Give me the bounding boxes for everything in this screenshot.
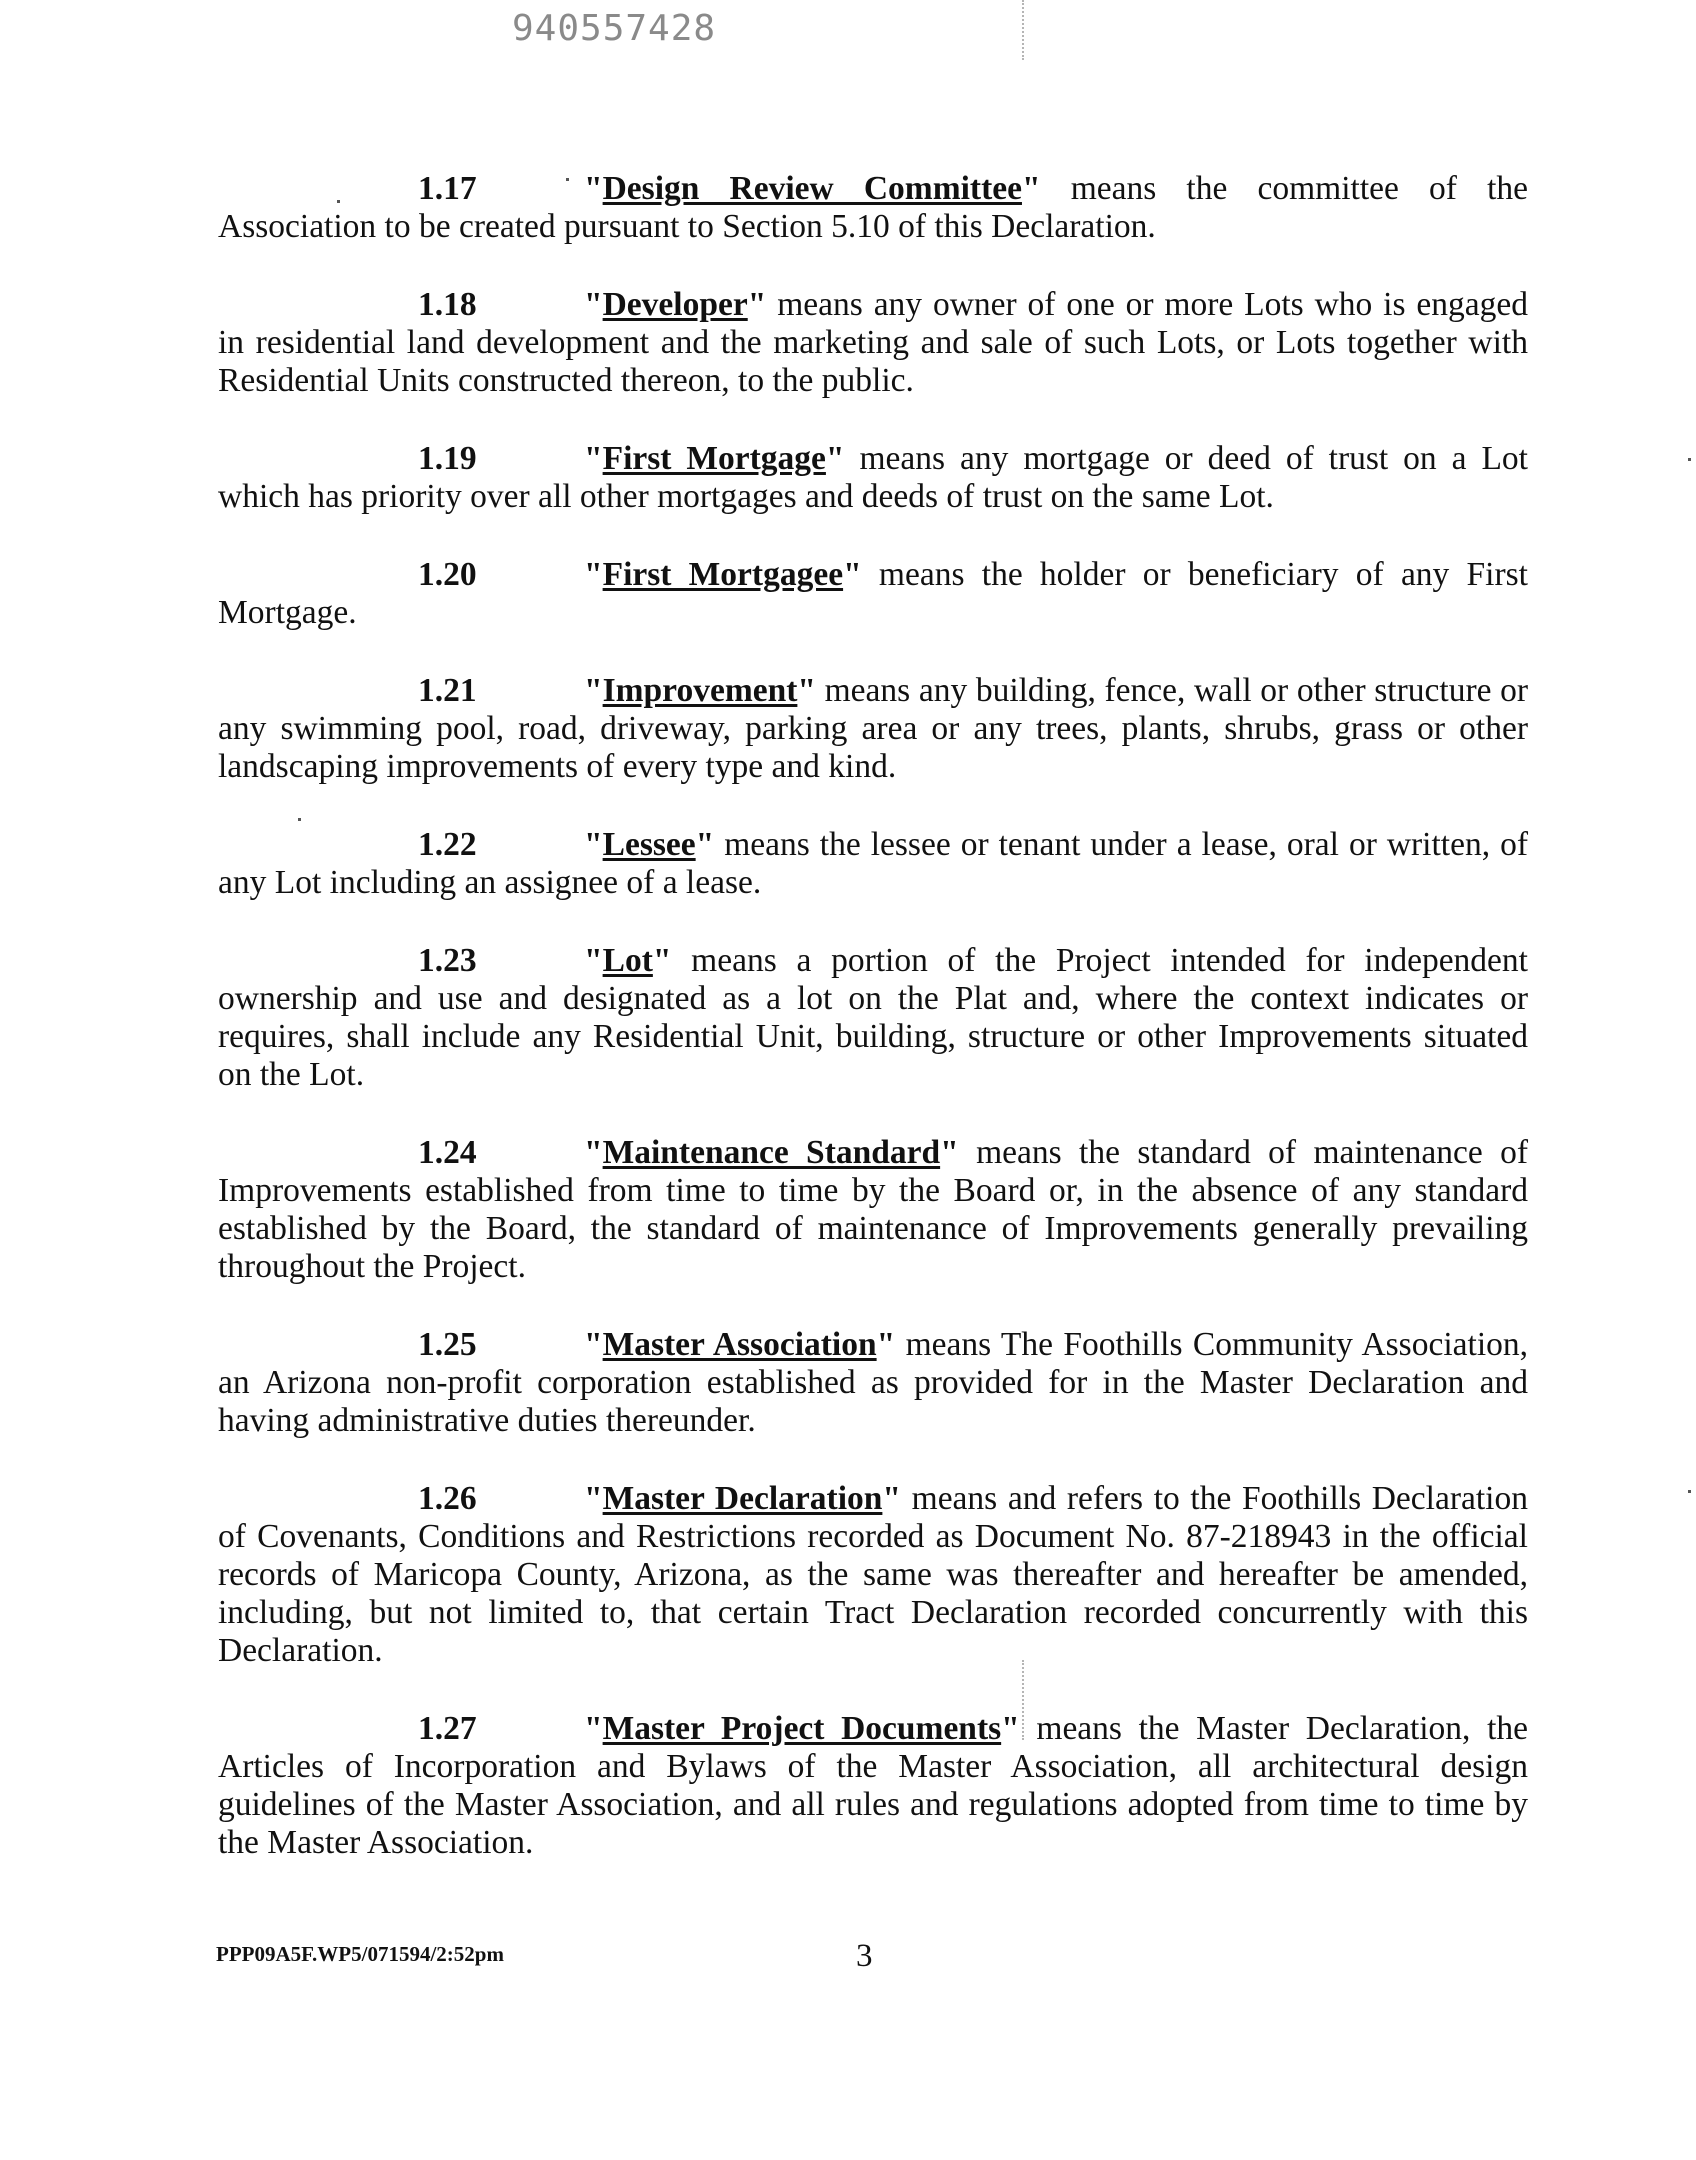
section-number: 1.17 <box>418 170 477 207</box>
defined-term: Design Review Committee <box>602 170 1022 207</box>
definition-text: means any mortgage or deed of trust on a Lot which has priority over all other mortgages and deeds of trust on the same Lot. <box>218 440 1528 515</box>
section-number: 1.27 <box>418 1710 477 1747</box>
page-number: 3 <box>856 1938 873 1974</box>
section-number: 1.20 <box>418 556 477 593</box>
defined-term: Improvement <box>602 672 798 709</box>
defined-term: Master Project Documents <box>602 1710 1002 1747</box>
defined-term: First Mortgage <box>602 440 826 477</box>
section-number: 1.24 <box>418 1134 477 1171</box>
definition-text: means any building, fence, wall or other structure or any swimming pool, road, driveway, parking area or any trees, plants, shrubs, grass or other landscaping improvements of every type and kind. <box>218 672 1528 785</box>
section-number: 1.23 <box>418 942 477 979</box>
definition-text: means the standard of maintenance of Improvements established from time to time by the Board or, in the absence of any standard established by the Board, the standard of maintenance of Improvements generally prevailing throughout the Project. <box>218 1134 1528 1285</box>
definition-paragraph: 1.20 "First Mortgagee" means the holder or beneficiary of any First Mortgage. <box>218 556 1528 631</box>
defined-term: Master Association <box>602 1326 877 1363</box>
defined-term: Lessee <box>602 826 696 863</box>
section-number: 1.19 <box>418 440 477 477</box>
defined-term: Developer <box>602 286 748 323</box>
definition-paragraph: 1.24 "Maintenance Standard" means the standard of maintenance of Improvements established from time to time by the Board or, in the absence of any standard established by the Board, the standard of maintenance of Improvements generally prevailing throughout the Project. <box>218 1134 1528 1285</box>
definition-paragraph: 1.23 "Lot" means a portion of the Project intended for independent ownership and use and designated as a lot on the Plat and, where the context indicates or requires, shall include any Residential Unit, building, structure or other Improvements situated on the Lot. <box>218 942 1528 1093</box>
footer-file-id: PPP09A5F.WP5/071594/2:52pm <box>216 1942 504 1966</box>
scan-artifact-line <box>1022 0 1024 60</box>
definition-paragraph: 1.26 "Master Declaration" means and refers to the Foothills Declaration of Covenants, Conditions and Restrictions recorded as Document No. 87-218943 in the official records of Maricopa County, Arizona, as the same was thereafter and hereafter be amended, including, but not limited to, that certain Tract Declaration recorded concurrently with this Declaration. <box>218 1480 1528 1669</box>
definition-paragraph: 1.17 "Design Review Committee" means the committee of the Association to be created pursuant to Section 5.10 of this Declaration. <box>218 170 1529 245</box>
definition-paragraph: 1.18 "Developer" means any owner of one or more Lots who is engaged in residential land development and the marketing and sale of such Lots, or Lots together with Residential Units constructed thereon, to the public. <box>218 286 1528 399</box>
defined-term: Maintenance Standard <box>602 1134 941 1171</box>
definition-text: means the lessee or tenant under a lease, oral or written, of any Lot including an assignee of a lease. <box>218 826 1528 901</box>
definition-paragraph: 1.22 "Lessee" means the lessee or tenant under a lease, oral or written, of any Lot including an assignee of a lease. <box>218 826 1528 901</box>
defined-term: Lot <box>602 942 653 979</box>
definition-paragraph: 1.21 "Improvement" means any building, fence, wall or other structure or any swimming pool, road, driveway, parking area or any trees, plants, shrubs, grass or other landscaping improvements of every type and kind. <box>218 672 1528 785</box>
scan-speck <box>1688 458 1691 461</box>
scan-speck <box>1688 1490 1691 1493</box>
defined-term: Master Declaration <box>602 1480 883 1517</box>
section-number: 1.25 <box>418 1326 477 1363</box>
page-footer <box>0 1938 1696 1978</box>
definition-paragraph: 1.25 "Master Association" means The Foothills Community Association, an Arizona non-profit corporation established as provided for in the Master Declaration and having administrative duties thereunder. <box>218 1326 1528 1439</box>
section-number: 1.18 <box>418 286 477 323</box>
document-stamp-number: 940557428 <box>512 8 717 49</box>
definition-text: means any owner of one or more Lots who is engaged in residential land development and the marketing and sale of such Lots, or Lots together with Residential Units constructed thereon, to the public. <box>218 286 1528 399</box>
definition-text: means the Master Declaration, the Articles of Incorporation and Bylaws of the Master Association, all architectural design guidelines of the Master Association, and all rules and regulations adopted from time to time by the Master Association. <box>218 1710 1528 1861</box>
definition-paragraph: 1.27 "Master Project Documents" means the Master Declaration, the Articles of Incorporation and Bylaws of the Master Association, all architectural design guidelines of the Master Association, and all rules and regulations adopted from time to time by the Master Association. <box>218 1710 1528 1861</box>
definition-text: means the committee of the Association to be created pursuant to Section 5.10 of this Declaration. <box>218 170 1529 245</box>
definition-text: means the holder or beneficiary of any First Mortgage. <box>218 556 1528 631</box>
definition-text: means and refers to the Foothills Declaration of Covenants, Conditions and Restrictions recorded as Document No. 87-218943 in the official records of Maricopa County, Arizona, as the same was thereafter and hereafter be amended, including, but not limited to, that certain Tract Declaration recorded concurrently with this Declaration. <box>218 1480 1528 1669</box>
definition-paragraph: 1.19 "First Mortgage" means any mortgage or deed of trust on a Lot which has priority over all other mortgages and deeds of trust on the same Lot. <box>218 440 1528 515</box>
definition-text: means The Foothills Community Association, an Arizona non-profit corporation established as provided for in the Master Declaration and having administrative duties thereunder. <box>218 1326 1528 1439</box>
defined-term: First Mortgagee <box>602 556 844 593</box>
section-number: 1.21 <box>418 672 477 709</box>
section-number: 1.26 <box>418 1480 477 1517</box>
section-number: 1.22 <box>418 826 477 863</box>
definitions-list <box>218 170 1528 1902</box>
definition-text: means a portion of the Project intended for independent ownership and use and designated as a lot on the Plat and, where the context indicates or requires, shall include any Residential Unit, building, structure or other Improvements situated on the Lot. <box>218 942 1528 1093</box>
